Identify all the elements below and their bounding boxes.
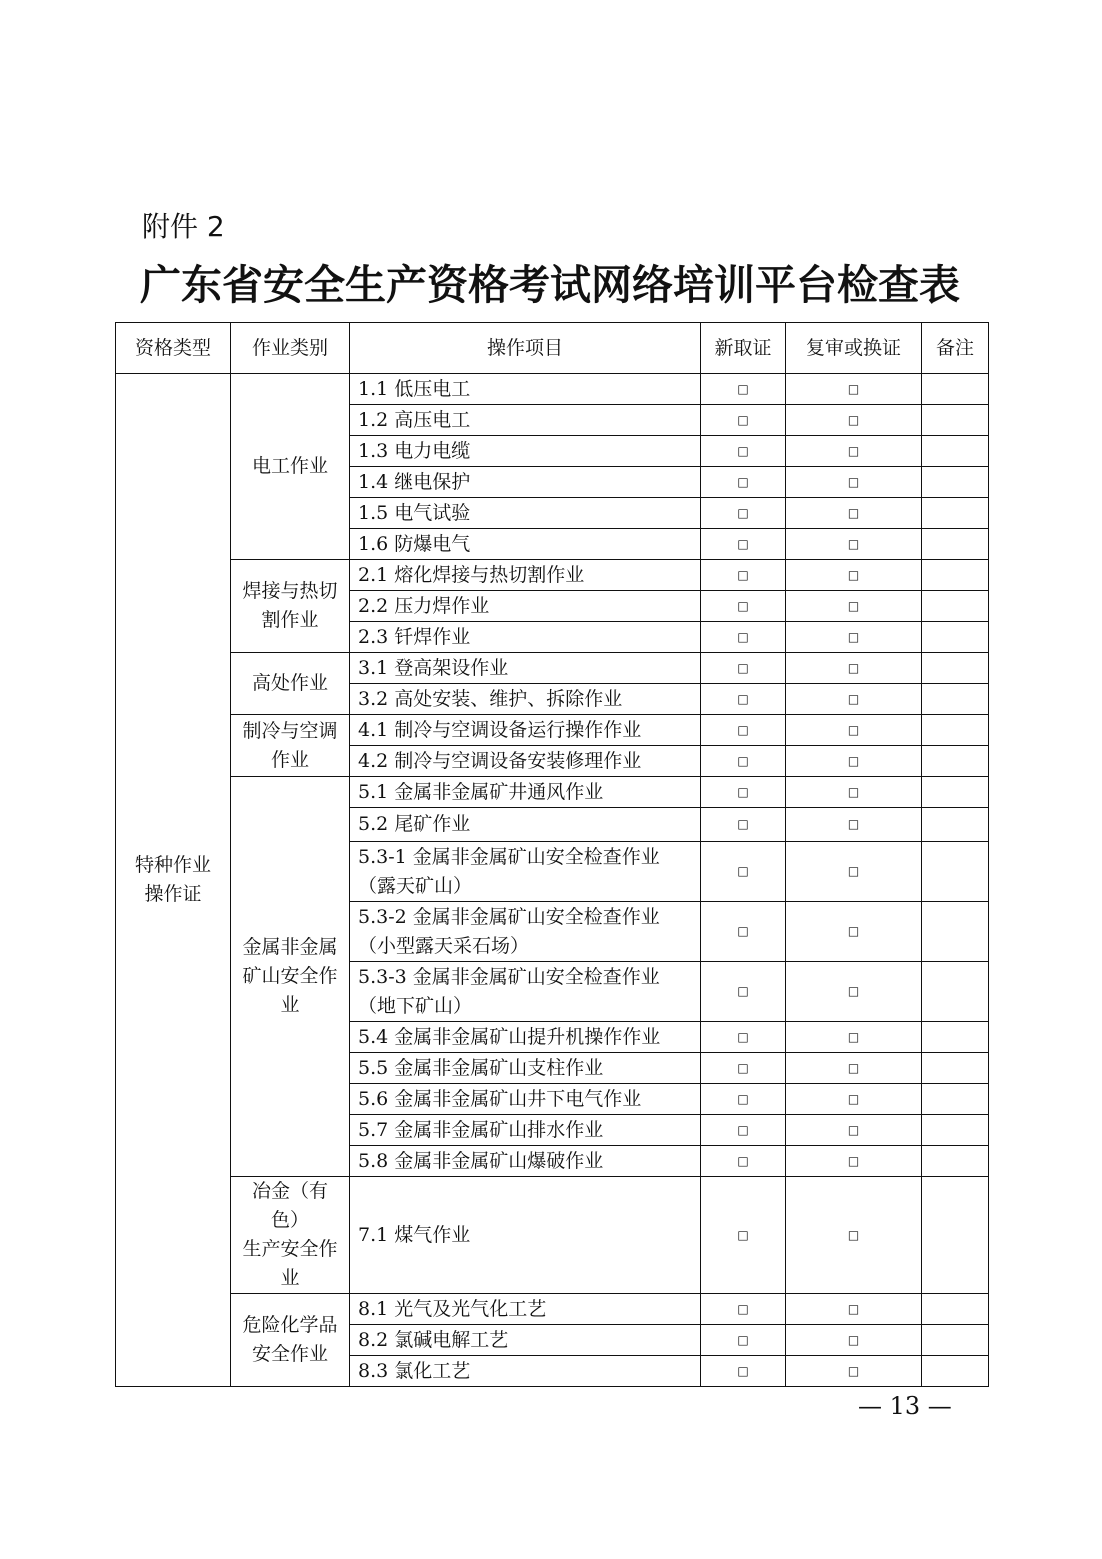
- operation-item-cell: 8.3 氯化工艺: [350, 1356, 701, 1387]
- operation-item-cell: 8.1 光气及光气化工艺: [350, 1294, 701, 1325]
- review-renewal-checkbox[interactable]: □: [786, 591, 922, 622]
- header-remarks: 备注: [922, 323, 989, 374]
- remarks-cell[interactable]: [922, 653, 989, 684]
- operation-item-cell: 5.3-2 金属非金属矿山安全检查作业（小型露天采石场）: [350, 902, 701, 962]
- operation-item-cell: 3.2 高处安装、维护、拆除作业: [350, 684, 701, 715]
- operation-item-cell: 1.2 高压电工: [350, 405, 701, 436]
- remarks-cell[interactable]: [922, 374, 989, 405]
- new-certificate-checkbox[interactable]: □: [701, 374, 786, 405]
- new-certificate-checkbox[interactable]: □: [701, 1022, 786, 1053]
- review-renewal-checkbox[interactable]: □: [786, 560, 922, 591]
- review-renewal-checkbox[interactable]: □: [786, 1084, 922, 1115]
- review-renewal-checkbox[interactable]: □: [786, 715, 922, 746]
- remarks-cell[interactable]: [922, 842, 989, 902]
- new-certificate-checkbox[interactable]: □: [701, 777, 786, 808]
- table-row: [116, 777, 989, 808]
- remarks-cell[interactable]: [922, 467, 989, 498]
- new-certificate-checkbox[interactable]: □: [701, 1146, 786, 1177]
- new-certificate-checkbox[interactable]: □: [701, 1177, 786, 1294]
- operation-item-cell: 4.2 制冷与空调设备安装修理作业: [350, 746, 701, 777]
- new-certificate-checkbox[interactable]: □: [701, 902, 786, 962]
- new-certificate-checkbox[interactable]: □: [701, 498, 786, 529]
- remarks-cell[interactable]: [922, 1084, 989, 1115]
- operation-item-cell: 5.8 金属非金属矿山爆破作业: [350, 1146, 701, 1177]
- new-certificate-checkbox[interactable]: □: [701, 808, 786, 842]
- new-certificate-checkbox[interactable]: □: [701, 1356, 786, 1387]
- operation-item-cell: 4.1 制冷与空调设备运行操作作业: [350, 715, 701, 746]
- review-renewal-checkbox[interactable]: □: [786, 842, 922, 902]
- review-renewal-checkbox[interactable]: □: [786, 684, 922, 715]
- review-renewal-checkbox[interactable]: □: [786, 405, 922, 436]
- remarks-cell[interactable]: [922, 1115, 989, 1146]
- remarks-cell[interactable]: [922, 1146, 989, 1177]
- new-certificate-checkbox[interactable]: □: [701, 591, 786, 622]
- operation-item-cell: 3.1 登高架设作业: [350, 653, 701, 684]
- operation-item-cell: 1.1 低压电工: [350, 374, 701, 405]
- review-renewal-checkbox[interactable]: □: [786, 777, 922, 808]
- operation-item-cell: 1.4 继电保护: [350, 467, 701, 498]
- new-certificate-checkbox[interactable]: □: [701, 529, 786, 560]
- operation-item-cell: 2.1 熔化焊接与热切割作业: [350, 560, 701, 591]
- new-certificate-checkbox[interactable]: □: [701, 653, 786, 684]
- remarks-cell[interactable]: [922, 808, 989, 842]
- review-renewal-checkbox[interactable]: □: [786, 1146, 922, 1177]
- new-certificate-checkbox[interactable]: □: [701, 746, 786, 777]
- review-renewal-checkbox[interactable]: □: [786, 1294, 922, 1325]
- new-certificate-checkbox[interactable]: □: [701, 560, 786, 591]
- review-renewal-checkbox[interactable]: □: [786, 1325, 922, 1356]
- header-new-certificate: 新取证: [701, 323, 786, 374]
- new-certificate-checkbox[interactable]: □: [701, 436, 786, 467]
- operation-category-cell: 危险化学品 安全作业: [231, 1294, 350, 1387]
- header-operation-category: 作业类别: [231, 323, 350, 374]
- remarks-cell[interactable]: [922, 684, 989, 715]
- operation-item-cell: 2.3 钎焊作业: [350, 622, 701, 653]
- new-certificate-checkbox[interactable]: □: [701, 622, 786, 653]
- table-row: [116, 1177, 989, 1294]
- review-renewal-checkbox[interactable]: □: [786, 902, 922, 962]
- operation-category-cell: 冶金（有色） 生产安全作 业: [231, 1177, 350, 1294]
- review-renewal-checkbox[interactable]: □: [786, 1356, 922, 1387]
- operation-item-cell: 1.6 防爆电气: [350, 529, 701, 560]
- operation-item-cell: 1.3 电力电缆: [350, 436, 701, 467]
- remarks-cell[interactable]: [922, 591, 989, 622]
- review-renewal-checkbox[interactable]: □: [786, 746, 922, 777]
- operation-category-cell: 电工作业: [231, 374, 350, 560]
- operation-item-cell: 8.2 氯碱电解工艺: [350, 1325, 701, 1356]
- remarks-cell[interactable]: [922, 902, 989, 962]
- review-renewal-checkbox[interactable]: □: [786, 467, 922, 498]
- review-renewal-checkbox[interactable]: □: [786, 1022, 922, 1053]
- remarks-cell[interactable]: [922, 777, 989, 808]
- review-renewal-checkbox[interactable]: □: [786, 808, 922, 842]
- operation-category-cell: 制冷与空调 作业: [231, 715, 350, 777]
- remarks-cell[interactable]: [922, 1053, 989, 1084]
- operation-item-cell: 2.2 压力焊作业: [350, 591, 701, 622]
- new-certificate-checkbox[interactable]: □: [701, 1084, 786, 1115]
- table-row: [116, 715, 989, 746]
- remarks-cell[interactable]: [922, 622, 989, 653]
- review-renewal-checkbox[interactable]: □: [786, 498, 922, 529]
- new-certificate-checkbox[interactable]: □: [701, 1053, 786, 1084]
- new-certificate-checkbox[interactable]: □: [701, 715, 786, 746]
- new-certificate-checkbox[interactable]: □: [701, 962, 786, 1022]
- operation-category-cell: 金属非金属 矿山安全作 业: [231, 777, 350, 1177]
- operation-category-cell: 高处作业: [231, 653, 350, 715]
- remarks-cell[interactable]: [922, 560, 989, 591]
- table-header-row: [116, 323, 989, 374]
- inspection-table: [115, 322, 989, 1387]
- remarks-cell[interactable]: [922, 715, 989, 746]
- remarks-cell[interactable]: [922, 746, 989, 777]
- attachment-label: 附件 2: [142, 210, 225, 243]
- new-certificate-checkbox[interactable]: □: [701, 1115, 786, 1146]
- operation-item-cell: 5.3-1 金属非金属矿山安全检查作业（露天矿山）: [350, 842, 701, 902]
- new-certificate-checkbox[interactable]: □: [701, 405, 786, 436]
- remarks-cell[interactable]: [922, 436, 989, 467]
- remarks-cell[interactable]: [922, 1356, 989, 1387]
- header-qualification-type: 资格类型: [116, 323, 231, 374]
- table-row: [116, 374, 989, 405]
- new-certificate-checkbox[interactable]: □: [701, 1325, 786, 1356]
- new-certificate-checkbox[interactable]: □: [701, 684, 786, 715]
- review-renewal-checkbox[interactable]: □: [786, 1177, 922, 1294]
- table-row: [116, 653, 989, 684]
- review-renewal-checkbox[interactable]: □: [786, 622, 922, 653]
- operation-item-cell: 5.6 金属非金属矿山井下电气作业: [350, 1084, 701, 1115]
- operation-item-cell: 5.1 金属非金属矿井通风作业: [350, 777, 701, 808]
- table-row: [116, 1294, 989, 1325]
- operation-item-cell: 5.4 金属非金属矿山提升机操作作业: [350, 1022, 701, 1053]
- remarks-cell[interactable]: [922, 1022, 989, 1053]
- review-renewal-checkbox[interactable]: □: [786, 374, 922, 405]
- table-row: [116, 560, 989, 591]
- remarks-cell[interactable]: [922, 529, 989, 560]
- new-certificate-checkbox[interactable]: □: [701, 467, 786, 498]
- remarks-cell[interactable]: [922, 405, 989, 436]
- operation-item-cell: 5.7 金属非金属矿山排水作业: [350, 1115, 701, 1146]
- remarks-cell[interactable]: [922, 1294, 989, 1325]
- page-title: 广东省安全生产资格考试网络培训平台检查表: [140, 261, 960, 309]
- new-certificate-checkbox[interactable]: □: [701, 1294, 786, 1325]
- page-number: — 13 —: [858, 1392, 952, 1420]
- header-operation-item: 操作项目: [350, 323, 701, 374]
- header-review-renewal: 复审或换证: [786, 323, 922, 374]
- review-renewal-checkbox[interactable]: □: [786, 653, 922, 684]
- remarks-cell[interactable]: [922, 962, 989, 1022]
- review-renewal-checkbox[interactable]: □: [786, 962, 922, 1022]
- operation-item-cell: 7.1 煤气作业: [350, 1177, 701, 1294]
- new-certificate-checkbox[interactable]: □: [701, 842, 786, 902]
- review-renewal-checkbox[interactable]: □: [786, 529, 922, 560]
- remarks-cell[interactable]: [922, 1325, 989, 1356]
- operation-category-cell: 焊接与热切 割作业: [231, 560, 350, 653]
- review-renewal-checkbox[interactable]: □: [786, 1115, 922, 1146]
- remarks-cell[interactable]: [922, 498, 989, 529]
- review-renewal-checkbox[interactable]: □: [786, 436, 922, 467]
- operation-item-cell: 5.5 金属非金属矿山支柱作业: [350, 1053, 701, 1084]
- operation-item-cell: 5.3-3 金属非金属矿山安全检查作业（地下矿山）: [350, 962, 701, 1022]
- qualification-type-cell: 特种作业 操作证: [116, 374, 231, 1387]
- operation-item-cell: 1.5 电气试验: [350, 498, 701, 529]
- review-renewal-checkbox[interactable]: □: [786, 1053, 922, 1084]
- operation-item-cell: 5.2 尾矿作业: [350, 808, 701, 842]
- remarks-cell[interactable]: [922, 1177, 989, 1294]
